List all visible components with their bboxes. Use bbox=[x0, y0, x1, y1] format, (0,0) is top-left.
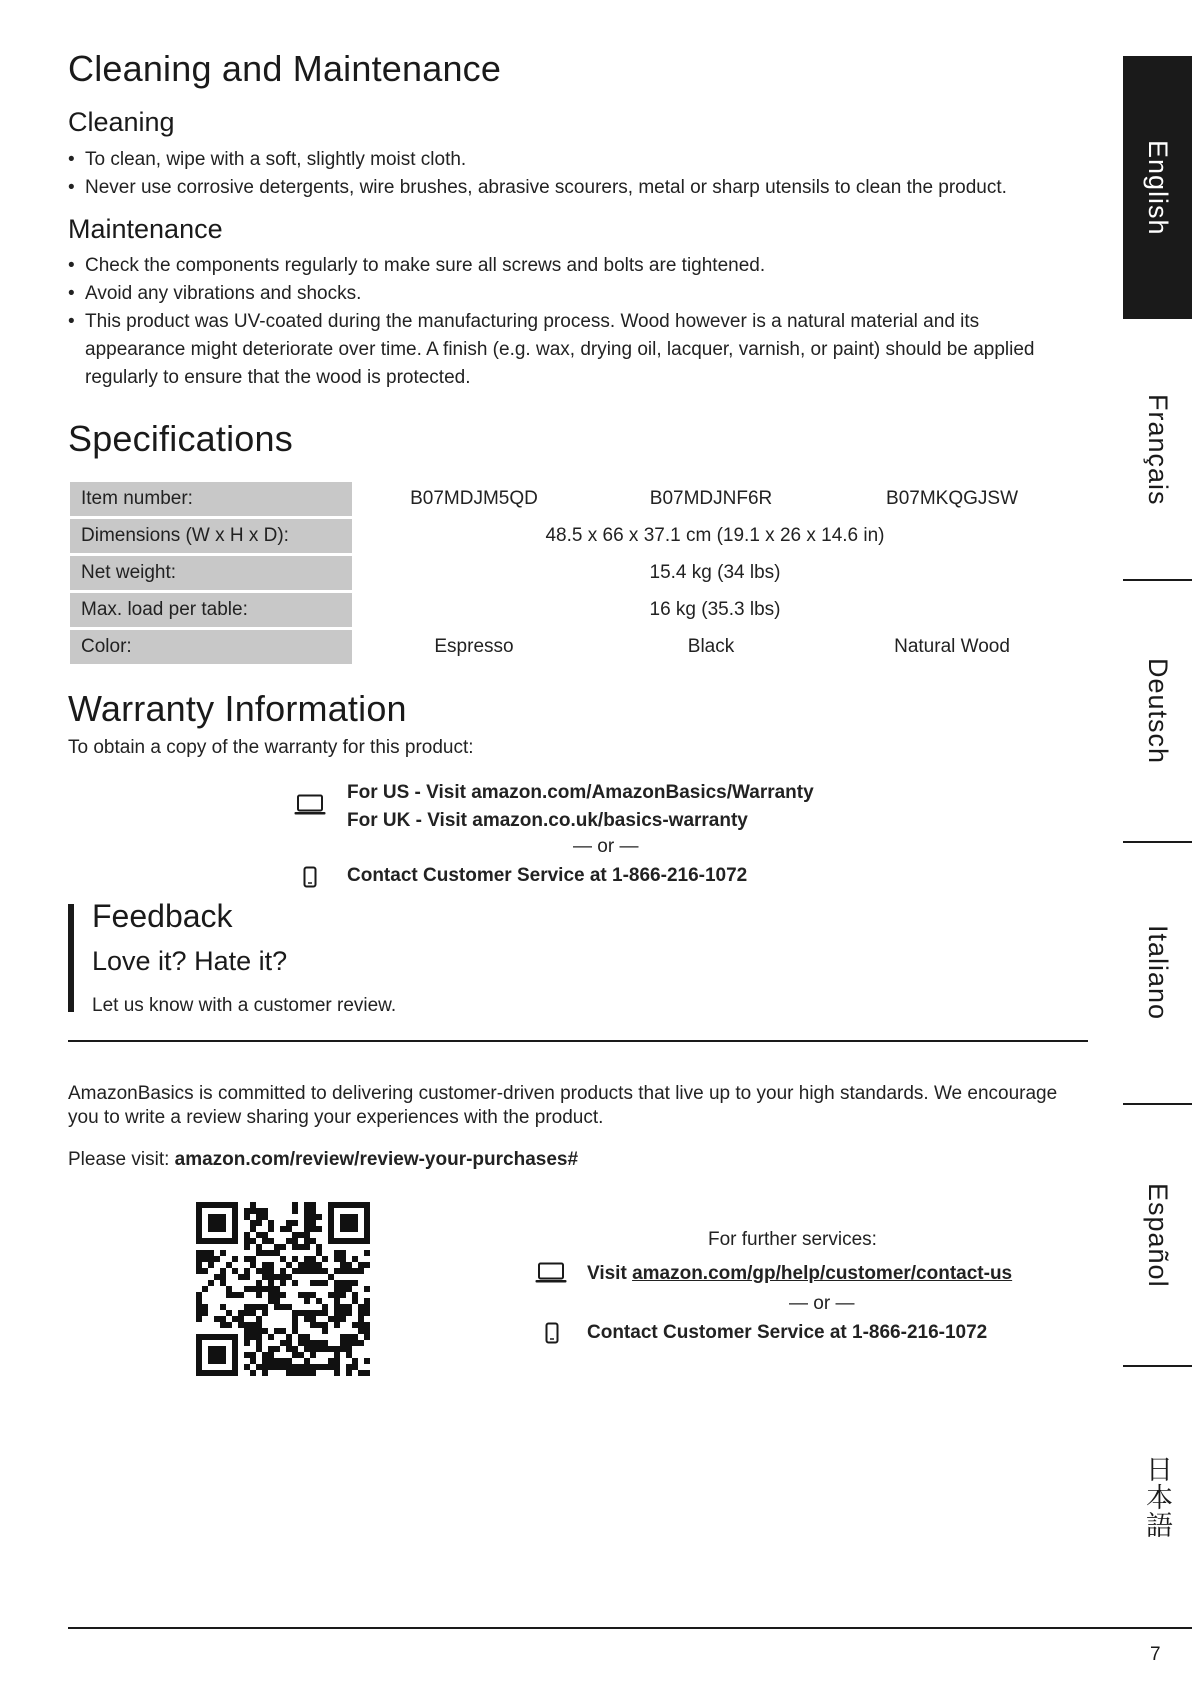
maintenance-heading: Maintenance bbox=[68, 214, 223, 244]
tab-label: Deutsch bbox=[1143, 657, 1173, 765]
cleaning-list bbox=[68, 146, 1078, 202]
spec-label: Item number: bbox=[70, 482, 352, 516]
spec-label: Max. load per table: bbox=[70, 593, 352, 627]
review-visit bbox=[68, 1146, 578, 1174]
or-separator: — or — bbox=[573, 836, 639, 857]
feedback-title: Feedback bbox=[92, 898, 233, 934]
tab-label: English bbox=[1143, 139, 1173, 236]
warranty-intro: To obtain a copy of the warranty for this product: bbox=[68, 737, 474, 758]
tab-deutsch[interactable] bbox=[1123, 581, 1192, 841]
phone-icon bbox=[303, 866, 317, 888]
or-separator: — or — bbox=[789, 1293, 855, 1314]
tab-label: Français bbox=[1143, 394, 1173, 506]
list-item: • Avoid any vibrations and shocks. bbox=[68, 280, 1078, 308]
tab-label: 日本語 bbox=[1142, 1455, 1172, 1539]
table-row bbox=[70, 593, 1076, 627]
feedback-subtitle: Love it? Hate it? bbox=[92, 946, 288, 976]
page-number: 7 bbox=[1150, 1644, 1161, 1665]
tab-label: Español bbox=[1143, 1182, 1173, 1288]
list-item: • This product was UV-coated during the manufacturing process. Wood however is a natural material and its appearance might deteriorate over time. A finish (e.g. wax, drying oil, lacquer, varnish, or paint) should be applied regularly to ensure that the wood is protected. bbox=[68, 308, 1078, 392]
page-title: Cleaning and Maintenance bbox=[68, 48, 502, 89]
spec-value: Natural Wood bbox=[894, 636, 1010, 657]
services-contact: Contact Customer Service at 1-866-216-1072 bbox=[587, 1322, 988, 1343]
divider bbox=[68, 1040, 1088, 1042]
laptop-icon bbox=[294, 794, 326, 816]
table-row bbox=[70, 630, 1076, 664]
spec-value: Black bbox=[687, 636, 735, 657]
services-link[interactable]: amazon.com/gp/help/customer/contact-us bbox=[632, 1263, 1013, 1284]
warranty-uk-link[interactable]: For UK - Visit amazon.co.uk/basics-warranty bbox=[347, 810, 748, 831]
warranty-title: Warranty Information bbox=[68, 688, 407, 729]
spec-value: 15.4 kg (34 lbs) bbox=[649, 562, 781, 583]
spec-label: Dimensions (W x H x D): bbox=[70, 519, 352, 553]
phone-icon bbox=[545, 1322, 559, 1344]
tab-francais[interactable] bbox=[1123, 320, 1192, 580]
spec-label: Net weight: bbox=[70, 556, 352, 590]
tab-japanese[interactable] bbox=[1123, 1367, 1192, 1627]
laptop-icon bbox=[535, 1262, 567, 1284]
cleaning-heading: Cleaning bbox=[68, 107, 175, 137]
spec-value: 48.5 x 66 x 37.1 cm (19.1 x 26 x 14.6 in) bbox=[545, 525, 885, 546]
tab-label: Italiano bbox=[1143, 925, 1173, 1021]
services-visit-prefix: Visit bbox=[587, 1263, 633, 1284]
warranty-contact: Contact Customer Service at 1-866-216-1072 bbox=[347, 865, 748, 886]
table-row bbox=[70, 482, 1076, 516]
review-link[interactable]: amazon.com/review/review-your-purchases# bbox=[174, 1149, 579, 1170]
qr-code bbox=[196, 1202, 370, 1376]
list-item: • Never use corrosive detergents, wire brushes, abrasive scourers, metal or sharp utensils to clean the product. bbox=[68, 174, 1078, 202]
tab-espanol[interactable] bbox=[1123, 1105, 1192, 1365]
review-paragraph: AmazonBasics is committed to delivering customer-driven products that live up to your high standards. We encourage you to write a review sharing your experiences with the product. bbox=[68, 1083, 1058, 1128]
table-row bbox=[70, 519, 1076, 553]
spec-value: Espresso bbox=[434, 636, 514, 657]
maintenance-list bbox=[68, 252, 1078, 392]
footer-rule bbox=[68, 1627, 1192, 1629]
table-row bbox=[70, 556, 1076, 590]
spec-value: B07MDJNF6R bbox=[649, 488, 773, 509]
list-item: • Check the components regularly to make sure all screws and bolts are tightened. bbox=[68, 252, 1078, 280]
spec-label: Color: bbox=[70, 630, 352, 664]
specifications-table bbox=[68, 479, 1078, 667]
spec-value: 16 kg (35.3 lbs) bbox=[649, 599, 781, 620]
feedback-accent-bar bbox=[68, 904, 74, 1012]
services-heading: For further services: bbox=[708, 1229, 877, 1250]
spec-value: B07MDJM5QD bbox=[410, 488, 538, 509]
tab-english[interactable] bbox=[1123, 56, 1192, 319]
spec-value: B07MKQGJSW bbox=[886, 488, 1019, 509]
tab-italiano[interactable] bbox=[1123, 843, 1192, 1103]
feedback-text: Let us know with a customer review. bbox=[92, 995, 397, 1016]
specifications-title: Specifications bbox=[68, 418, 293, 459]
warranty-us-link[interactable]: For US - Visit amazon.com/AmazonBasics/Warranty bbox=[347, 782, 814, 803]
services-visit bbox=[587, 1260, 1012, 1288]
review-visit-prefix: Please visit: bbox=[68, 1149, 175, 1170]
list-item: • To clean, wipe with a soft, slightly moist cloth. bbox=[68, 146, 1078, 174]
